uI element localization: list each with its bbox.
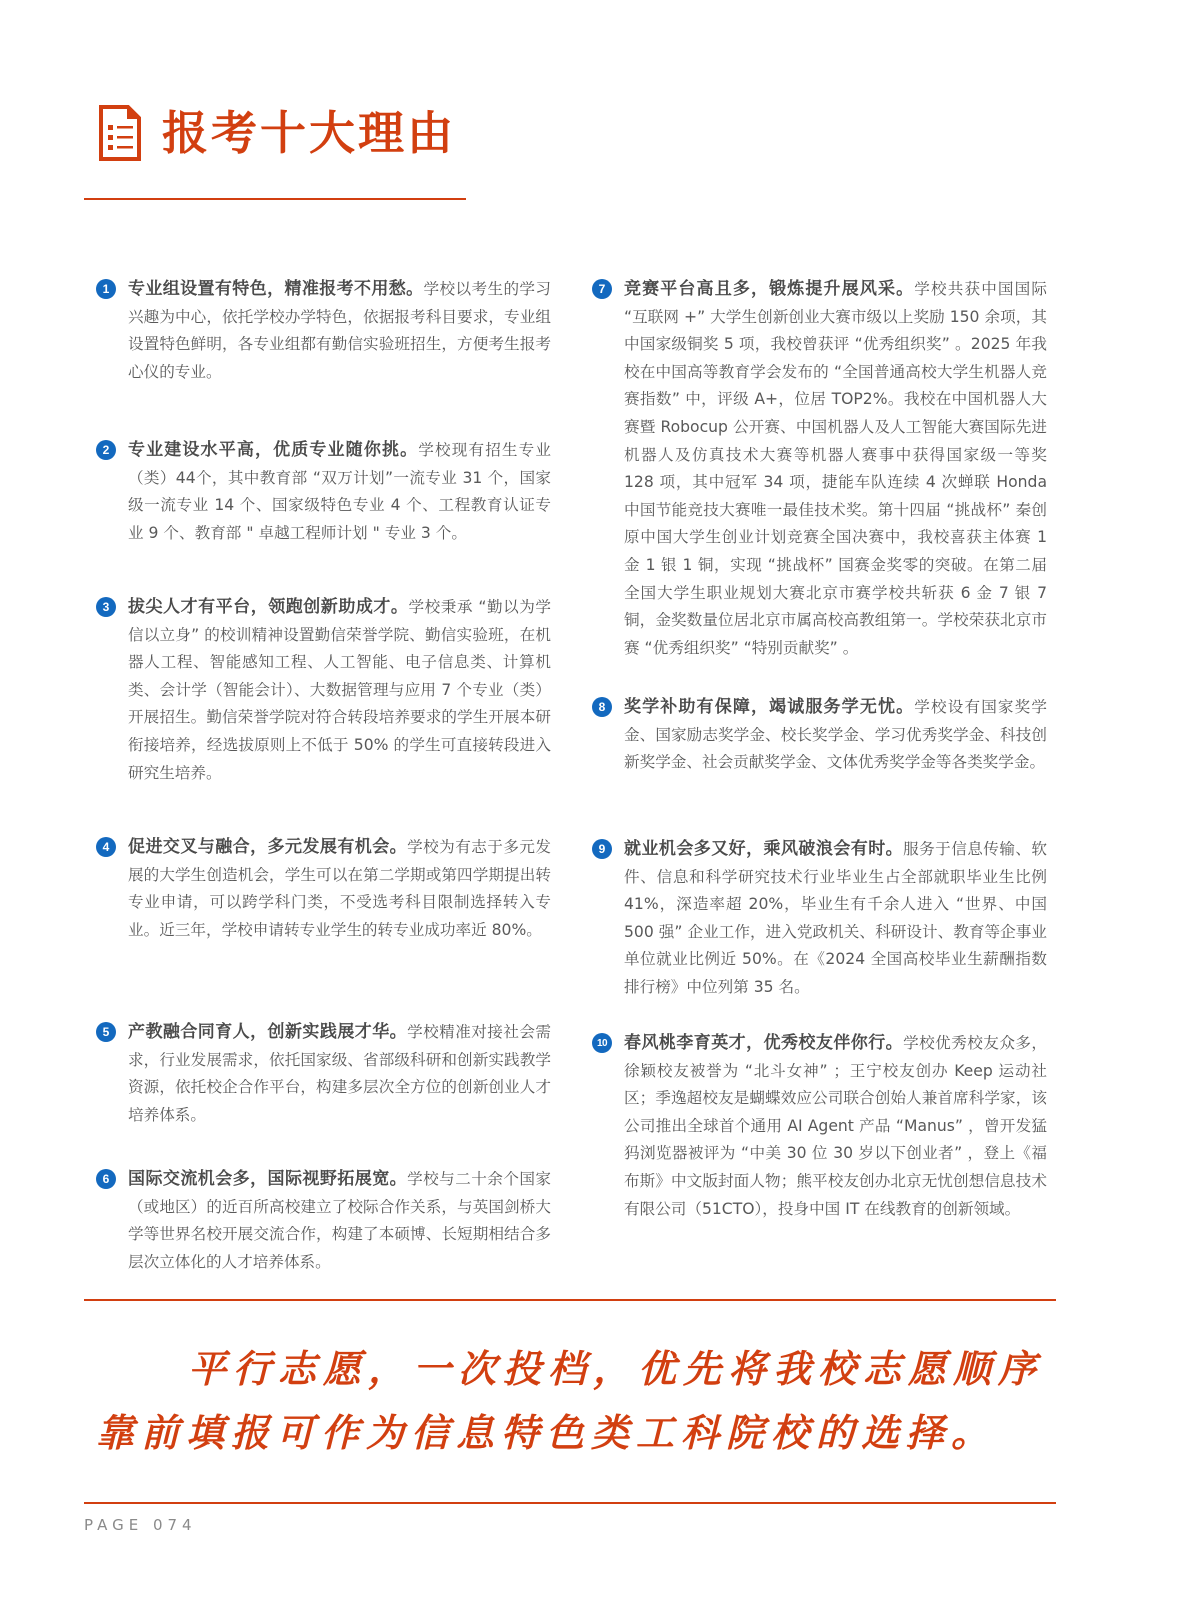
number-badge: 4 <box>96 837 116 857</box>
reason-item-6 <box>96 1166 551 1276</box>
reason-item-2 <box>96 437 551 547</box>
reason-lead: 专业建设水平高，优质专业随你挑。 <box>128 440 419 460</box>
number-badge: 1 <box>96 279 116 299</box>
reason-body: 学校与二十余个国家（或地区）的近百所高校建立了校际合作关系，与英国剑桥大学等世界名校开展交流合作，构建了本硕博、长短期相结合多层次立体化的人才培养体系。 <box>128 1170 551 1271</box>
page-number: PAGE 074 <box>84 1516 197 1534</box>
slogan-top-divider <box>84 1299 1056 1301</box>
footer-divider <box>84 1502 1056 1504</box>
reason-body: 学校秉承 “勤以为学 信以立身” 的校训精神设置勤信荣誉学院、勤信实验班，在机器人工程、智能感知工程、人工智能、电子信息类、计算机类、会计学（智能会计）、大数据管理与应用 7 个专业（类）开展招生。勤信荣誉学院对符合转段培养要求的学生开展本研衔接培养，经选拔原则上不低于 50% 的学生可直接转段进入研究生培养。 <box>128 598 551 782</box>
reason-lead: 就业机会多又好，乘风破浪会有时。 <box>624 839 904 859</box>
slogan-line-2: 靠前填报可作为信息特色类工科院校的选择。 <box>96 1410 997 1455</box>
reason-lead: 拔尖人才有平台，领跑创新助成才。 <box>128 597 409 617</box>
reason-item-10 <box>592 1030 1047 1223</box>
reason-body: 学校为有志于多元发展的大学生创造机会，学生可以在第二学期或第四学期提出转专业申请，可以跨学科门类，不受选考科目限制选择转入专业。近三年，学校申请转专业学生的转专业成功率近 80%。 <box>128 838 551 939</box>
reason-lead: 春风桃李育英才，优秀校友伴你行。 <box>624 1033 904 1053</box>
number-badge: 9 <box>592 839 612 859</box>
slogan-line-1: 平行志愿，一次投档，优先将我校志愿顺序 <box>188 1346 1044 1391</box>
reason-item-8 <box>592 694 1047 777</box>
reason-item-1 <box>96 276 551 386</box>
reason-body: 服务于信息传输、软件、信息和科学研究技术行业毕业生占全部就职毕业生比例 41%，深造率超 20%，毕业生有千余人进入 “世界、中国 500 强” 企业工作，进入党政机关、科研设计、教育等企事业单位就业比例近 50%。在《2024 全国高校毕业生薪酬指数排行榜》中位列第 35 名。 <box>624 840 1047 996</box>
number-badge: 7 <box>592 279 612 299</box>
number-badge: 2 <box>96 440 116 460</box>
reason-lead: 奖学补助有保障，竭诚服务学无忧。 <box>624 697 915 717</box>
reason-body: 学校优秀校友众多，徐颖校友被誉为 “北斗女神” ；王宁校友创办 Keep 运动社区；季逸超校友是蝴蝶效应公司联合创始人兼首席科学家，该公司推出全球首个通用 AI Agent 产品 “Manus” ，曾开发猛犸浏览器被评为 “中美 30 位 30 岁以下创业者” ，登上《福布斯》中文版封面人物；熊平校友创办北京无忧创想信息技术有限公司（51CTO），投身中国 IT 在线教育的创新领域。 <box>624 1034 1047 1218</box>
number-badge: 3 <box>96 597 116 617</box>
reason-item-3 <box>96 594 551 787</box>
reason-lead: 产教融合同育人，创新实践展才华。 <box>128 1022 408 1042</box>
document-list-icon <box>98 104 142 162</box>
reason-lead: 促进交叉与融合，多元发展有机会。 <box>128 837 408 857</box>
reason-item-4 <box>96 834 551 944</box>
number-badge: 6 <box>96 1169 116 1189</box>
reason-lead: 专业组设置有特色，精准报考不用愁。 <box>128 279 424 299</box>
number-badge: 10 <box>592 1033 612 1053</box>
title-divider <box>84 198 466 200</box>
reason-lead: 竞赛平台高且多，锻炼提升展风采。 <box>624 279 915 299</box>
number-badge: 5 <box>96 1022 116 1042</box>
reason-lead: 国际交流机会多，国际视野拓展宽。 <box>128 1169 408 1189</box>
page-title: 报考十大理由 <box>162 106 456 160</box>
number-badge: 8 <box>592 697 612 717</box>
reason-item-5 <box>96 1019 551 1129</box>
reason-body: 学校共获中国国际 “互联网 +” 大学生创新创业大赛市级以上奖励 150 余项，其中国家级铜奖 5 项，我校曾获评 “优秀组织奖” 。2025 年我校在中国高等教育学会发布的 “全国普通高校大学生机器人竞赛指数” 中，评级 A+，位居 TOP2%。我校在中国机器人大赛暨 Robocup 公开赛、中国机器人及人工智能大赛国际先进机器人及仿真技术大赛等机器人赛事中获得国家级一等奖 128 项，其中冠军 34 项，捷能车队连续 4 次蝉联 Honda 中国节能竞技大赛唯一最佳技术奖。第十四届 “挑战杯” 秦创原中国大学生创业计划竞赛全国决赛中，我校喜获主体赛 1 金 1 银 1 铜，实现 “挑战杯” 国赛金奖零的突破。在第二届全国大学生职业规划大赛北京市赛学校共斩获 6 金 7 银 7 铜，金奖数量位居北京市属高校高教组第一。学校荣获北京市赛 “优秀组织奖” “特别贡献奖” 。 <box>624 280 1047 657</box>
reason-item-9 <box>592 836 1047 1002</box>
reason-body: 学校以考生的学习兴趣为中心，依托学校办学特色，依据报考科目要求，专业组设置特色鲜明，各专业组都有勤信实验班招生，方便考生报考心仪的专业。 <box>128 280 551 381</box>
page-header <box>98 104 456 162</box>
reason-body: 学校设有国家奖学金、国家励志奖学金、校长奖学金、学习优秀奖学金、科技创新奖学金、社会贡献奖学金、文体优秀奖学金等各类奖学金。 <box>624 698 1047 772</box>
reason-item-7 <box>592 276 1047 662</box>
reason-body: 学校精准对接社会需求，行业发展需求，依托国家级、省部级科研和创新实践教学资源，依托校企合作平台，构建多层次全方位的创新创业人才培养体系。 <box>128 1023 551 1124</box>
reason-body: 学校现有招生专业（类）44个，其中教育部 “双万计划”一流专业 31 个，国家级一流专业 14 个、国家级特色专业 4 个、工程教育认证专业 9 个、教育部 " 卓越工程师计划 " 专业 3 个。 <box>128 441 551 542</box>
